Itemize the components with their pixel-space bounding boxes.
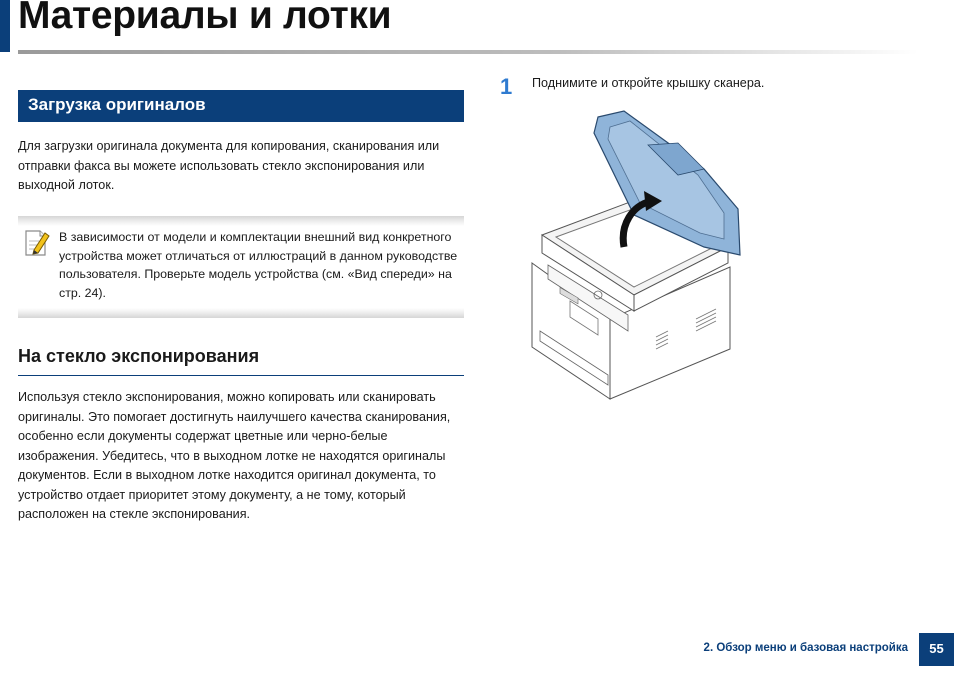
step-text: Поднимите и откройте крышку сканера. bbox=[532, 76, 765, 90]
footer-chapter: 2. Обзор меню и базовая настройка bbox=[703, 642, 908, 654]
page-title: Материалы и лотки bbox=[18, 0, 392, 37]
subsection-divider bbox=[18, 375, 464, 376]
printer-open-scanner-lid-icon bbox=[528, 105, 744, 401]
subsection-title: На стекло экспонирования bbox=[18, 346, 260, 366]
page-number: 55 bbox=[919, 633, 954, 666]
section-header: Загрузка оригиналов bbox=[18, 90, 464, 122]
title-divider bbox=[18, 50, 918, 54]
body-paragraph: Используя стекло экспонирования, можно копировать или сканировать оригиналы. Это помогает достигнуть наилучшего качества сканирования, особенно если документы содержат цветные или черно-белые изображения. Убедитесь, что в выходном лотке не находятся оригиналы документов. Если в выходном лотке находится оригинал документа, то устройство отдает приоритет этому документу, а не тому, который расположен на стекле экспонирования. bbox=[18, 390, 451, 521]
note-text: В зависимости от модели и комплектации внешний вид конкретного устройства может отличаться от иллюстраций в данном руководстве пользователя. Проверьте модель устройства (см. «Вид спереди» на стр. 24). bbox=[59, 230, 458, 300]
title-accent-bar bbox=[0, 0, 10, 52]
note-box bbox=[18, 216, 464, 318]
step-number: 1 bbox=[500, 74, 513, 99]
note-pencil-icon bbox=[24, 228, 50, 258]
intro-paragraph: Для загрузки оригинала документа для копирования, сканирования или отправки факса вы можете использовать стекло экспонирования или выходной лоток. bbox=[18, 139, 440, 192]
